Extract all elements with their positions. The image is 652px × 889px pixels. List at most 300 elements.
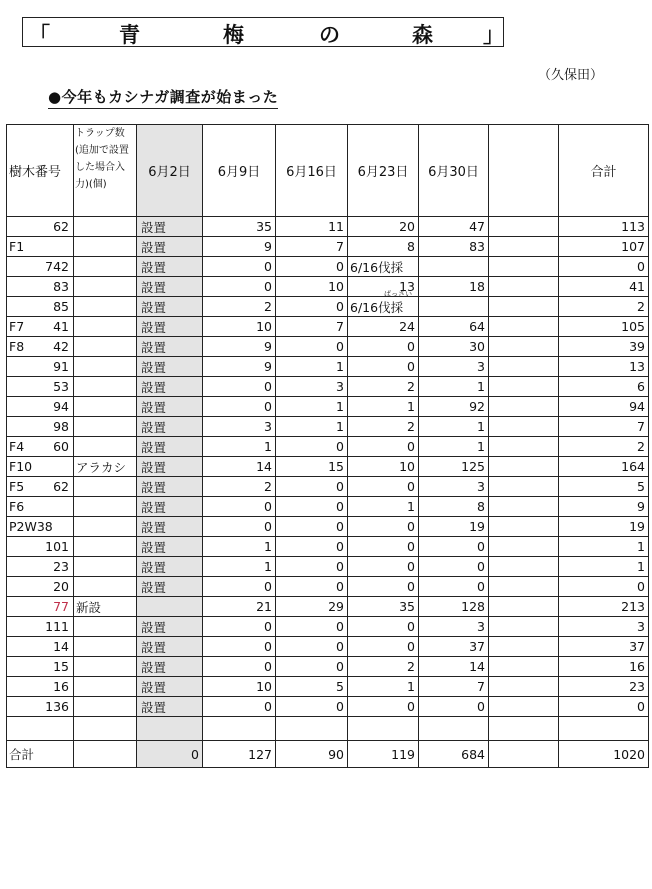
count-cell: 0	[276, 557, 348, 577]
count-cell: 0	[419, 557, 489, 577]
count-cell: 13	[348, 277, 419, 297]
row-total-cell: 6	[559, 377, 649, 397]
row-total-cell: 113	[559, 217, 649, 237]
blank-cell	[489, 697, 559, 717]
tree-number-cell	[7, 237, 74, 257]
spacer-row	[7, 717, 649, 741]
count-cell: 0	[348, 437, 419, 457]
felled-note	[350, 289, 412, 316]
count-cell: 1	[203, 557, 276, 577]
blank-cell	[559, 717, 649, 741]
count-cell: 0	[276, 637, 348, 657]
header-total: 合計	[559, 125, 649, 217]
count-cell: 1	[276, 397, 348, 417]
count-cell: 37	[419, 637, 489, 657]
table-row	[7, 577, 649, 597]
tree-prefix: F1	[9, 239, 25, 254]
count-cell	[419, 297, 489, 317]
tree-number-cell	[7, 437, 74, 457]
count-cell: 0	[276, 577, 348, 597]
trap-note-cell	[74, 697, 137, 717]
header-date-5: 6月30日	[419, 125, 489, 217]
row-total-cell: 1	[559, 557, 649, 577]
status-cell	[137, 597, 203, 617]
table-row	[7, 517, 649, 537]
count-cell: 10	[276, 277, 348, 297]
row-total-cell: 105	[559, 317, 649, 337]
row-total-cell: 41	[559, 277, 649, 297]
tree-number-cell	[7, 597, 74, 617]
count-cell: 20	[348, 217, 419, 237]
trap-note-cell	[74, 477, 137, 497]
blank-cell	[489, 417, 559, 437]
count-cell: 0	[348, 577, 419, 597]
table-row	[7, 597, 649, 617]
blank-cell	[489, 237, 559, 257]
tree-number-cell	[7, 417, 74, 437]
tree-number: 23	[53, 559, 69, 574]
tree-number: 15	[53, 659, 69, 674]
count-cell: 1	[348, 677, 419, 697]
trap-note-cell	[74, 257, 137, 277]
blank-cell	[489, 397, 559, 417]
count-cell: 0	[348, 337, 419, 357]
tree-number-cell	[7, 317, 74, 337]
row-total-cell: 37	[559, 637, 649, 657]
tree-number: 62	[53, 479, 69, 494]
blank-cell	[7, 717, 74, 741]
trap-note-cell	[74, 337, 137, 357]
count-cell: 10	[348, 457, 419, 477]
status-cell: 設置	[137, 377, 203, 397]
status-cell: 設置	[137, 697, 203, 717]
count-cell: 0	[348, 477, 419, 497]
count-cell: 125	[419, 457, 489, 477]
status-cell: 設置	[137, 537, 203, 557]
status-cell: 設置	[137, 237, 203, 257]
count-cell: 10	[203, 677, 276, 697]
total-date-5: 684	[419, 741, 489, 768]
count-cell: 0	[276, 337, 348, 357]
blank-cell	[489, 597, 559, 617]
tree-number-cell	[7, 457, 74, 477]
count-cell: 0	[348, 557, 419, 577]
blank-cell	[489, 557, 559, 577]
blank-cell	[489, 377, 559, 397]
row-total-cell: 107	[559, 237, 649, 257]
blank-cell	[489, 717, 559, 741]
count-cell: 0	[419, 697, 489, 717]
status-cell: 設置	[137, 477, 203, 497]
tree-number: 111	[45, 619, 69, 634]
row-total-cell: 19	[559, 517, 649, 537]
table-row	[7, 277, 649, 297]
count-cell: 0	[203, 497, 276, 517]
count-cell: 0	[276, 617, 348, 637]
tree-prefix: F5	[9, 479, 25, 494]
status-cell: 設置	[137, 457, 203, 477]
status-cell: 設置	[137, 217, 203, 237]
tree-number: 14	[53, 639, 69, 654]
count-cell: 0	[203, 517, 276, 537]
count-cell: 0	[276, 477, 348, 497]
trap-note-cell	[74, 377, 137, 397]
count-cell	[419, 257, 489, 277]
trap-note-cell	[74, 497, 137, 517]
table-row	[7, 437, 649, 457]
count-cell: 7	[419, 677, 489, 697]
count-cell: 0	[348, 357, 419, 377]
row-total-cell: 5	[559, 477, 649, 497]
survey-table	[6, 124, 649, 768]
table-header-row	[7, 125, 649, 217]
status-cell: 設置	[137, 517, 203, 537]
status-cell: 設置	[137, 357, 203, 377]
tree-number: 83	[53, 279, 69, 294]
title-bracket-open: 「	[29, 22, 50, 47]
count-cell: 3	[419, 357, 489, 377]
count-cell: 14	[419, 657, 489, 677]
row-total-cell: 3	[559, 617, 649, 637]
trap-note-cell	[74, 517, 137, 537]
table-row	[7, 557, 649, 577]
table-row	[7, 637, 649, 657]
table-row	[7, 657, 649, 677]
tree-number: 60	[53, 439, 69, 454]
totals-label: 合計	[7, 741, 74, 768]
felled-text: 6/16伐採	[350, 299, 404, 315]
table-row	[7, 497, 649, 517]
tree-number-cell	[7, 397, 74, 417]
tree-number: 742	[45, 259, 69, 274]
count-cell: 0	[203, 637, 276, 657]
table-row	[7, 357, 649, 377]
tree-number-cell	[7, 337, 74, 357]
count-cell: 1	[276, 417, 348, 437]
blank-cell	[74, 741, 137, 768]
trap-note-cell: アラカシ	[74, 457, 137, 477]
count-cell: 1	[348, 397, 419, 417]
tree-number-cell	[7, 357, 74, 377]
status-cell: 設置	[137, 637, 203, 657]
count-cell: 1	[203, 437, 276, 457]
table-row	[7, 457, 649, 477]
trap-note-cell	[74, 617, 137, 637]
trap-note-cell	[74, 397, 137, 417]
row-total-cell: 0	[559, 257, 649, 277]
blank-cell	[489, 217, 559, 237]
count-cell: 0	[203, 377, 276, 397]
total-blank	[489, 741, 559, 768]
tree-prefix: F7	[9, 319, 25, 334]
blank-cell	[489, 657, 559, 677]
status-cell: 設置	[137, 277, 203, 297]
tree-prefix: F4	[9, 439, 25, 454]
total-date-4: 119	[348, 741, 419, 768]
count-cell: 21	[203, 597, 276, 617]
count-cell: 0	[419, 577, 489, 597]
count-cell: 7	[276, 237, 348, 257]
trap-note-cell	[74, 577, 137, 597]
trap-note-cell: 新設	[74, 597, 137, 617]
trap-note-cell	[74, 437, 137, 457]
trap-note-cell	[74, 637, 137, 657]
tree-number: 77	[53, 599, 69, 614]
tree-number: 85	[53, 299, 69, 314]
table-row	[7, 317, 649, 337]
tree-number-cell	[7, 297, 74, 317]
row-total-cell: 0	[559, 697, 649, 717]
status-cell: 設置	[137, 577, 203, 597]
tree-number-cell	[7, 497, 74, 517]
tree-prefix: F6	[9, 499, 25, 514]
count-cell: 1	[348, 497, 419, 517]
status-cell: 設置	[137, 397, 203, 417]
count-cell: 0	[419, 537, 489, 557]
count-cell: 3	[419, 477, 489, 497]
title-char-2: 梅	[223, 22, 244, 47]
count-cell: 35	[348, 597, 419, 617]
section-heading: ●今年もカシナガ調査が始まった	[48, 86, 278, 109]
author-name: （久保田）	[538, 68, 604, 83]
blank-cell	[419, 717, 489, 741]
count-cell: 35	[203, 217, 276, 237]
tree-number-cell	[7, 257, 74, 277]
blank-cell	[276, 717, 348, 741]
table-row	[7, 617, 649, 637]
row-total-cell: 213	[559, 597, 649, 617]
tree-prefix: F10	[9, 459, 33, 474]
status-cell: 設置	[137, 557, 203, 577]
count-cell: 2	[203, 297, 276, 317]
count-cell: 10	[203, 317, 276, 337]
count-cell: 0	[348, 617, 419, 637]
total-date-1: 0	[137, 741, 203, 768]
trap-note-cell	[74, 297, 137, 317]
blank-cell	[489, 537, 559, 557]
status-cell: 設置	[137, 437, 203, 457]
tree-number-cell	[7, 557, 74, 577]
count-cell: 0	[203, 397, 276, 417]
tree-number-cell	[7, 637, 74, 657]
tree-number-cell	[7, 217, 74, 237]
trap-note-cell	[74, 677, 137, 697]
count-cell: 0	[276, 497, 348, 517]
table-row	[7, 697, 649, 717]
count-cell: 9	[203, 237, 276, 257]
row-total-cell: 39	[559, 337, 649, 357]
status-cell: 設置	[137, 657, 203, 677]
row-total-cell: 13	[559, 357, 649, 377]
count-cell: 11	[276, 217, 348, 237]
count-cell: 0	[276, 437, 348, 457]
count-cell: 15	[276, 457, 348, 477]
count-cell: 1	[203, 537, 276, 557]
status-cell: 設置	[137, 617, 203, 637]
count-cell: 8	[419, 497, 489, 517]
tree-number: 94	[53, 399, 69, 414]
count-cell: 2	[348, 417, 419, 437]
header-date-3: 6月16日	[276, 125, 348, 217]
table-row	[7, 237, 649, 257]
blank-cell	[489, 437, 559, 457]
furigana: ばっさい	[384, 289, 412, 298]
blank-cell	[489, 617, 559, 637]
row-total-cell: 164	[559, 457, 649, 477]
tree-number: 98	[53, 419, 69, 434]
count-cell	[348, 289, 419, 317]
count-cell: 19	[419, 517, 489, 537]
status-cell: 設置	[137, 297, 203, 317]
trap-note-cell	[74, 317, 137, 337]
trap-note-cell	[74, 417, 137, 437]
table-row	[7, 417, 649, 437]
blank-cell	[489, 257, 559, 277]
tree-number-cell	[7, 517, 74, 537]
status-cell: 設置	[137, 497, 203, 517]
row-total-cell: 9	[559, 497, 649, 517]
blank-cell	[489, 677, 559, 697]
row-total-cell: 2	[559, 297, 649, 317]
count-cell: 0	[276, 257, 348, 277]
count-cell: 83	[419, 237, 489, 257]
blank-cell	[489, 477, 559, 497]
tree-number-cell	[7, 377, 74, 397]
header-date-4: 6月23日	[348, 125, 419, 217]
trap-note-cell	[74, 657, 137, 677]
tree-number: 16	[53, 679, 69, 694]
tree-prefix: P2W38	[9, 519, 53, 534]
blank-cell	[489, 457, 559, 477]
trap-note-cell	[74, 357, 137, 377]
total-date-3: 90	[276, 741, 348, 768]
document-title	[22, 17, 504, 47]
title-bracket-close: 」	[483, 22, 504, 47]
table-row	[7, 477, 649, 497]
count-cell: 1	[419, 377, 489, 397]
status-cell: 設置	[137, 417, 203, 437]
count-cell: 2	[348, 377, 419, 397]
count-cell: 24	[348, 317, 419, 337]
table-row	[7, 257, 649, 277]
status-cell: 設置	[137, 257, 203, 277]
tree-number-cell	[7, 677, 74, 697]
count-cell: 128	[419, 597, 489, 617]
tree-number: 136	[45, 699, 69, 714]
trap-note-cell	[74, 217, 137, 237]
count-cell: 47	[419, 217, 489, 237]
blank-cell	[489, 297, 559, 317]
trap-note-cell	[74, 537, 137, 557]
count-cell: 3	[419, 617, 489, 637]
blank-cell	[348, 717, 419, 741]
header-blank	[489, 125, 559, 217]
count-cell: 1	[419, 437, 489, 457]
header-tree-number: 樹木番号	[7, 125, 74, 217]
blank-cell	[489, 357, 559, 377]
title-char-4: 森	[412, 22, 433, 47]
row-total-cell: 0	[559, 577, 649, 597]
row-total-cell: 2	[559, 437, 649, 457]
header-date-1: 6月2日	[137, 125, 203, 217]
count-cell: 2	[203, 477, 276, 497]
trap-note-cell	[74, 557, 137, 577]
count-cell: 9	[203, 357, 276, 377]
status-cell: 設置	[137, 317, 203, 337]
count-cell: 3	[276, 377, 348, 397]
count-cell: 92	[419, 397, 489, 417]
tree-number-cell	[7, 617, 74, 637]
blank-cell	[489, 637, 559, 657]
row-total-cell: 7	[559, 417, 649, 437]
count-cell: 14	[203, 457, 276, 477]
tree-number: 20	[53, 579, 69, 594]
tree-prefix: F8	[9, 339, 25, 354]
table-row	[7, 397, 649, 417]
count-cell: 5	[276, 677, 348, 697]
totals-row	[7, 741, 649, 768]
tree-number: 62	[53, 219, 69, 234]
tree-number-cell	[7, 697, 74, 717]
count-cell: 0	[203, 257, 276, 277]
count-cell: 7	[276, 317, 348, 337]
count-cell: 0	[348, 637, 419, 657]
table-row	[7, 537, 649, 557]
count-cell: 0	[203, 577, 276, 597]
blank-cell	[203, 717, 276, 741]
count-cell: 0	[276, 697, 348, 717]
row-total-cell: 94	[559, 397, 649, 417]
total-date-2: 127	[203, 741, 276, 768]
status-cell: 設置	[137, 337, 203, 357]
blank-cell	[137, 717, 203, 741]
count-cell: 64	[419, 317, 489, 337]
tree-number-cell	[7, 537, 74, 557]
count-cell: 0	[203, 617, 276, 637]
tree-number: 101	[45, 539, 69, 554]
count-cell: 0	[203, 697, 276, 717]
blank-cell	[489, 277, 559, 297]
count-cell: 1	[419, 417, 489, 437]
table-body	[7, 217, 649, 768]
tree-number: 41	[53, 319, 69, 334]
tree-number: 42	[53, 339, 69, 354]
count-cell: 0	[276, 657, 348, 677]
table-row	[7, 377, 649, 397]
count-cell: 8	[348, 237, 419, 257]
blank-cell	[489, 577, 559, 597]
title-char-3: の	[319, 22, 340, 47]
row-total-cell: 23	[559, 677, 649, 697]
count-cell: 0	[348, 517, 419, 537]
grand-total: 1020	[559, 741, 649, 768]
tree-number-cell	[7, 657, 74, 677]
table-row	[7, 297, 649, 317]
tree-number-cell	[7, 277, 74, 297]
row-total-cell: 16	[559, 657, 649, 677]
trap-note-cell	[74, 277, 137, 297]
count-cell: 18	[419, 277, 489, 297]
count-cell: 0	[276, 537, 348, 557]
blank-cell	[489, 337, 559, 357]
count-cell: 0	[203, 277, 276, 297]
blank-cell	[489, 317, 559, 337]
tree-number: 91	[53, 359, 69, 374]
blank-cell	[489, 517, 559, 537]
trap-note-cell	[74, 237, 137, 257]
count-cell: 0	[276, 297, 348, 317]
count-cell: 0	[203, 657, 276, 677]
